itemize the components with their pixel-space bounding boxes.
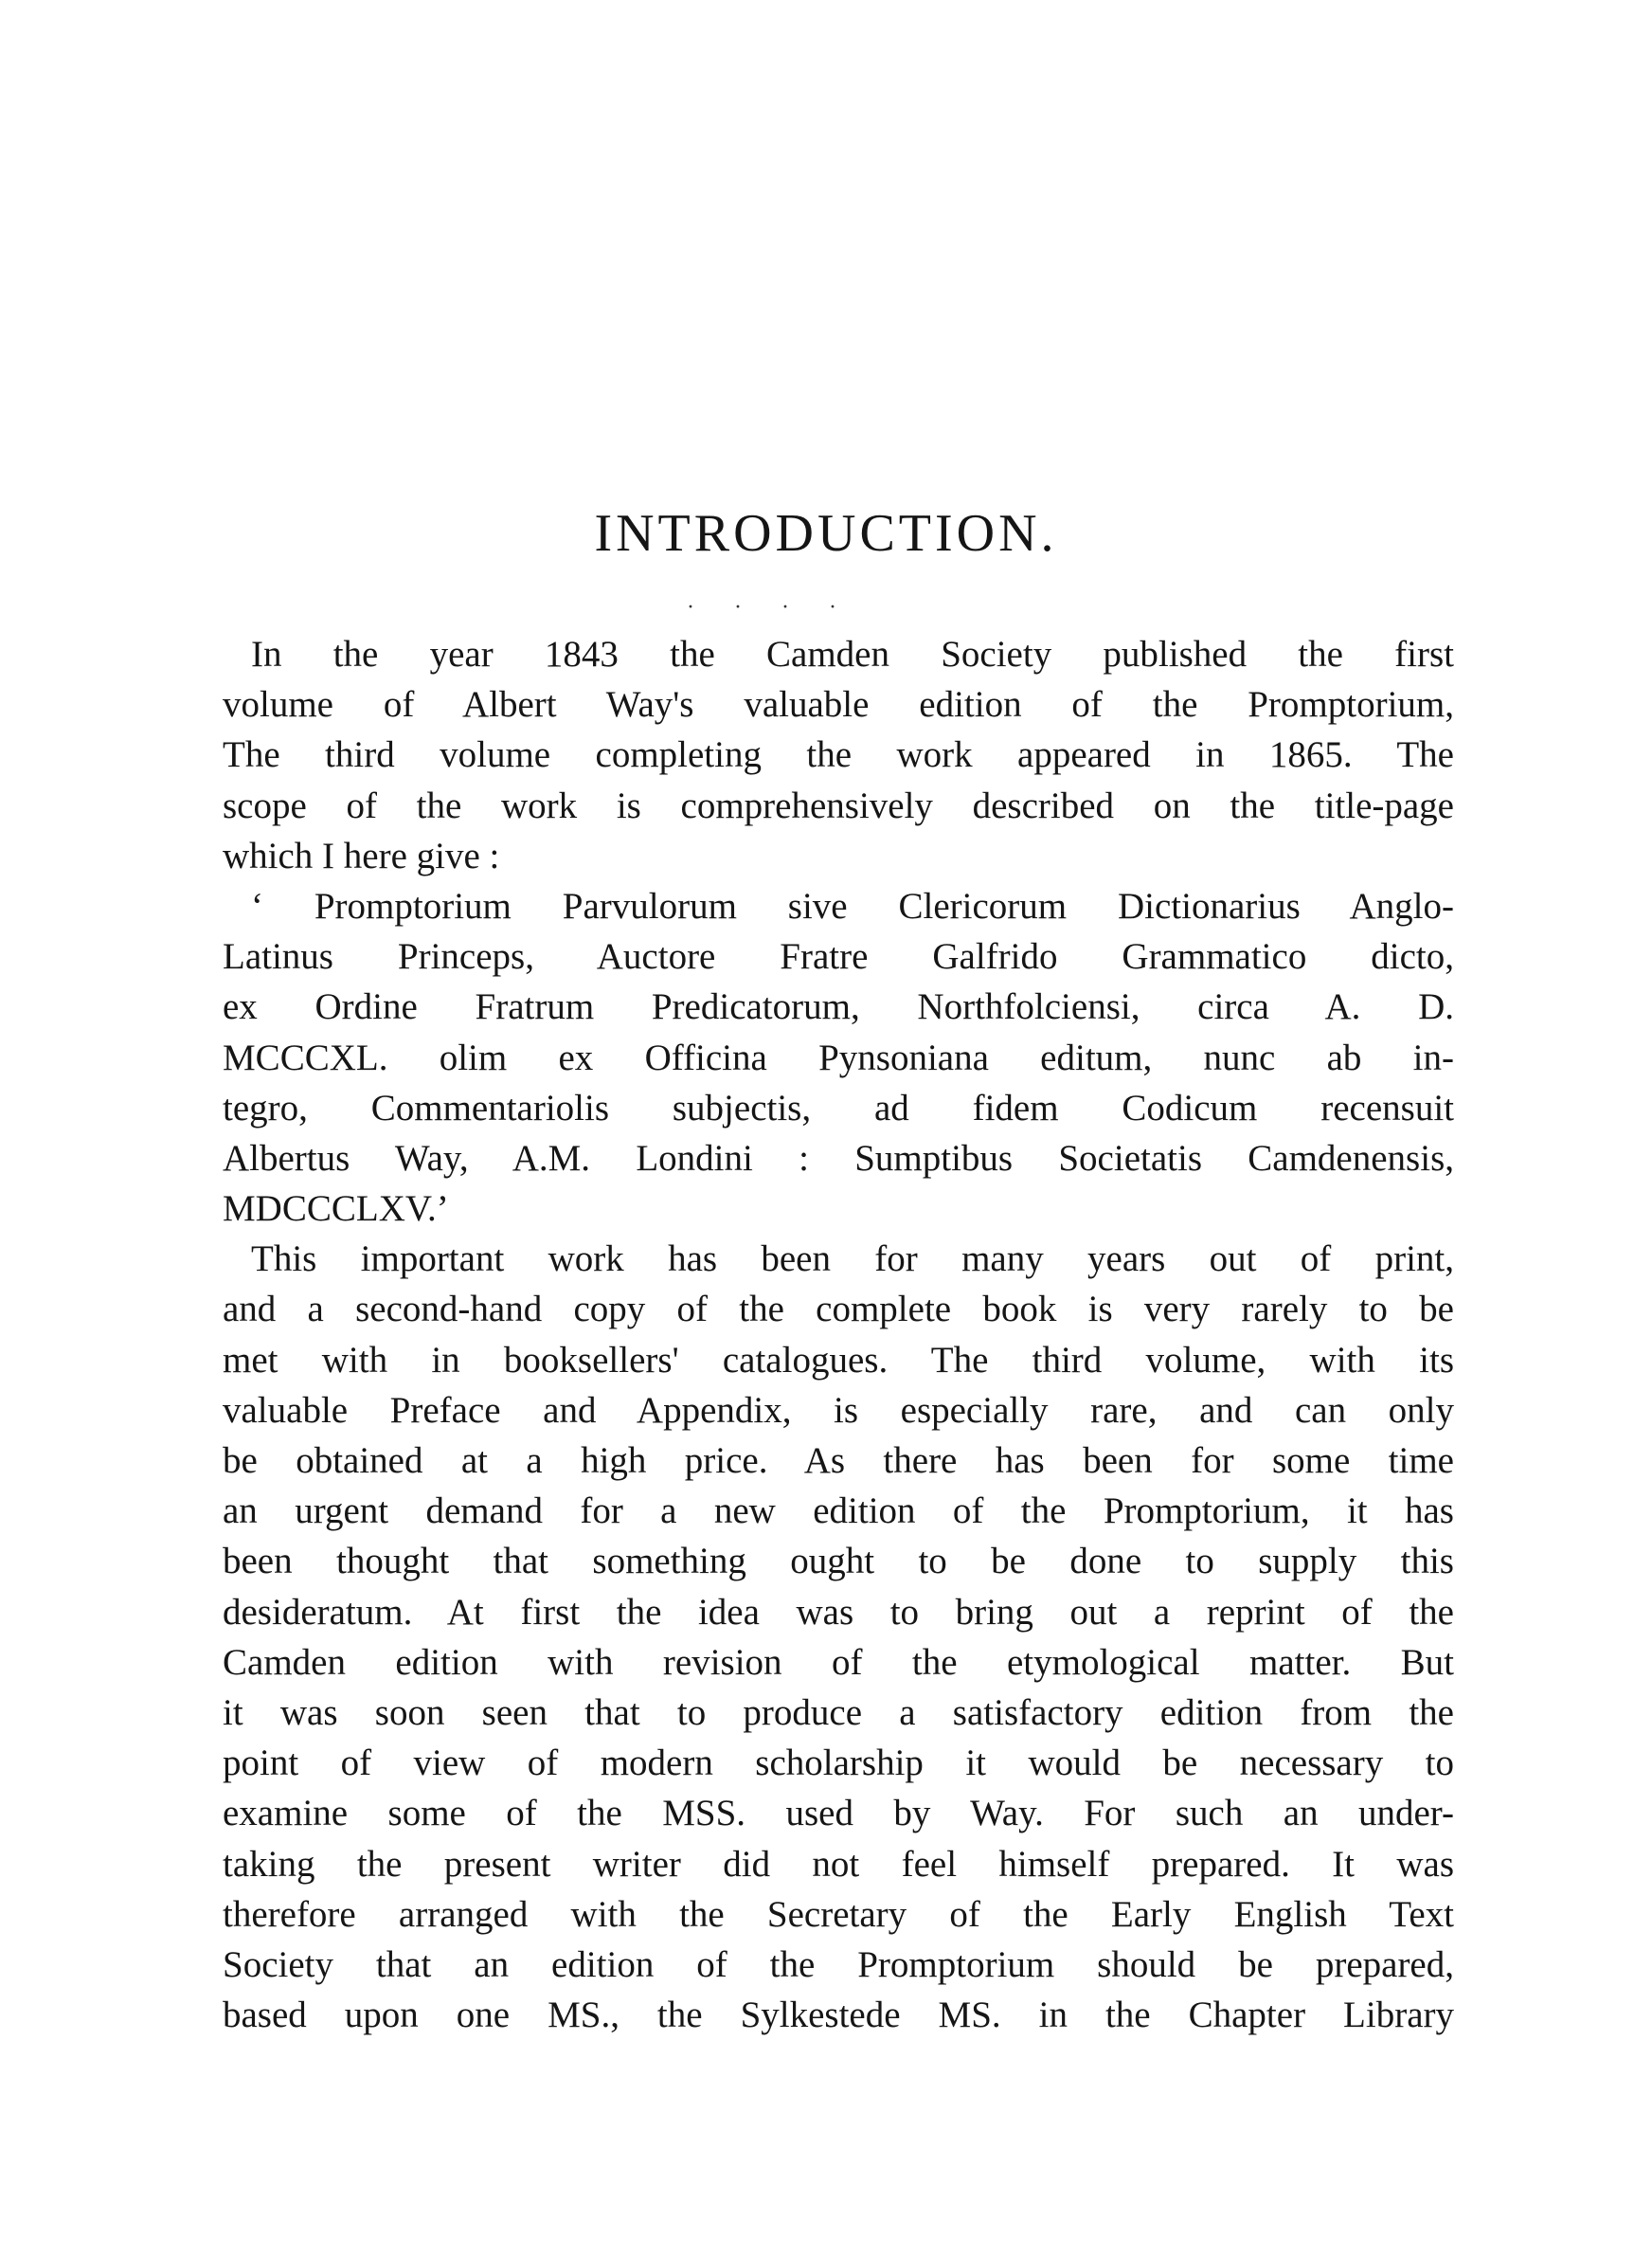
text-line: it was soon seen that to produce a satisfactory edition from the (223, 1691, 1454, 1733)
body-text (223, 629, 1454, 2040)
text-line: based upon one MS., the Sylkestede MS. in the Chapter Library (223, 1995, 1454, 2036)
text-line: Latinus Princeps, Auctore Fratre Galfrido Grammatico dicto, (223, 936, 1454, 978)
text-line: volume of Albert Way's valuable edition of the Promptorium, (223, 684, 1454, 726)
text-line: be obtained at a high price. As there has been for some time (223, 1440, 1454, 1481)
text-line: tegro, Commentariolis subjectis, ad fidem Codicum recensuit (223, 1087, 1454, 1128)
ink-specks: · · · · (687, 595, 853, 620)
text-line: which I here give : (223, 835, 500, 876)
text-line: scope of the work is comprehensively described on the title-page (223, 785, 1454, 826)
text-line: Albertus Way, A.M. Londini : Sumptibus Societatis Camdenensis, (223, 1137, 1454, 1179)
text-line: MDCCCLXV.’ (223, 1188, 449, 1230)
text-line: met with in booksellers' catalogues. The third volume, with its (223, 1339, 1454, 1381)
text-line: Camden edition with revision of the etymological matter. But (223, 1641, 1454, 1683)
text-line: MCCCXL. olim ex Officina Pynsoniana editum, nunc ab in- (223, 1037, 1454, 1078)
text-line: been thought that something ought to be done to supply this (223, 1541, 1454, 1582)
text-line: desideratum. At first the idea was to bring out a reprint of the (223, 1591, 1454, 1633)
text-line: point of view of modern scholarship it would be necessary to (223, 1742, 1454, 1784)
text-line: In the year 1843 the Camden Society published the first (251, 634, 1454, 675)
text-line: taking the present writer did not feel himself prepared. It was (223, 1843, 1454, 1885)
paragraph-body (223, 1234, 1454, 2040)
text-line: examine some of the MSS. used by Way. For such an under- (223, 1793, 1454, 1834)
text-line: ‘ Promptorium Parvulorum sive Clericorum Dictionarius Anglo- (251, 885, 1454, 927)
text-line: an urgent demand for a new edition of the Promptorium, it has (223, 1490, 1454, 1532)
text-line: therefore arranged with the Secretary of the Early English Text (223, 1893, 1454, 1935)
text-line: and a second-hand copy of the complete book is very rarely to be (223, 1289, 1454, 1330)
page-title: INTRODUCTION. (594, 504, 1058, 563)
text-line: valuable Preface and Appendix, is especially rare, and can only (223, 1389, 1454, 1431)
text-line: This important work has been for many years out of print, (251, 1238, 1454, 1280)
text-line: ex Ordine Fratrum Predicatorum, Northfolciensi, circa A. D. (223, 986, 1454, 1028)
paragraph-title-quote (223, 881, 1454, 1234)
text-line: The third volume completing the work appeared in 1865. The (223, 734, 1454, 776)
paragraph-intro (223, 629, 1454, 881)
text-line: Society that an edition of the Promptorium should be prepared, (223, 1943, 1454, 1985)
